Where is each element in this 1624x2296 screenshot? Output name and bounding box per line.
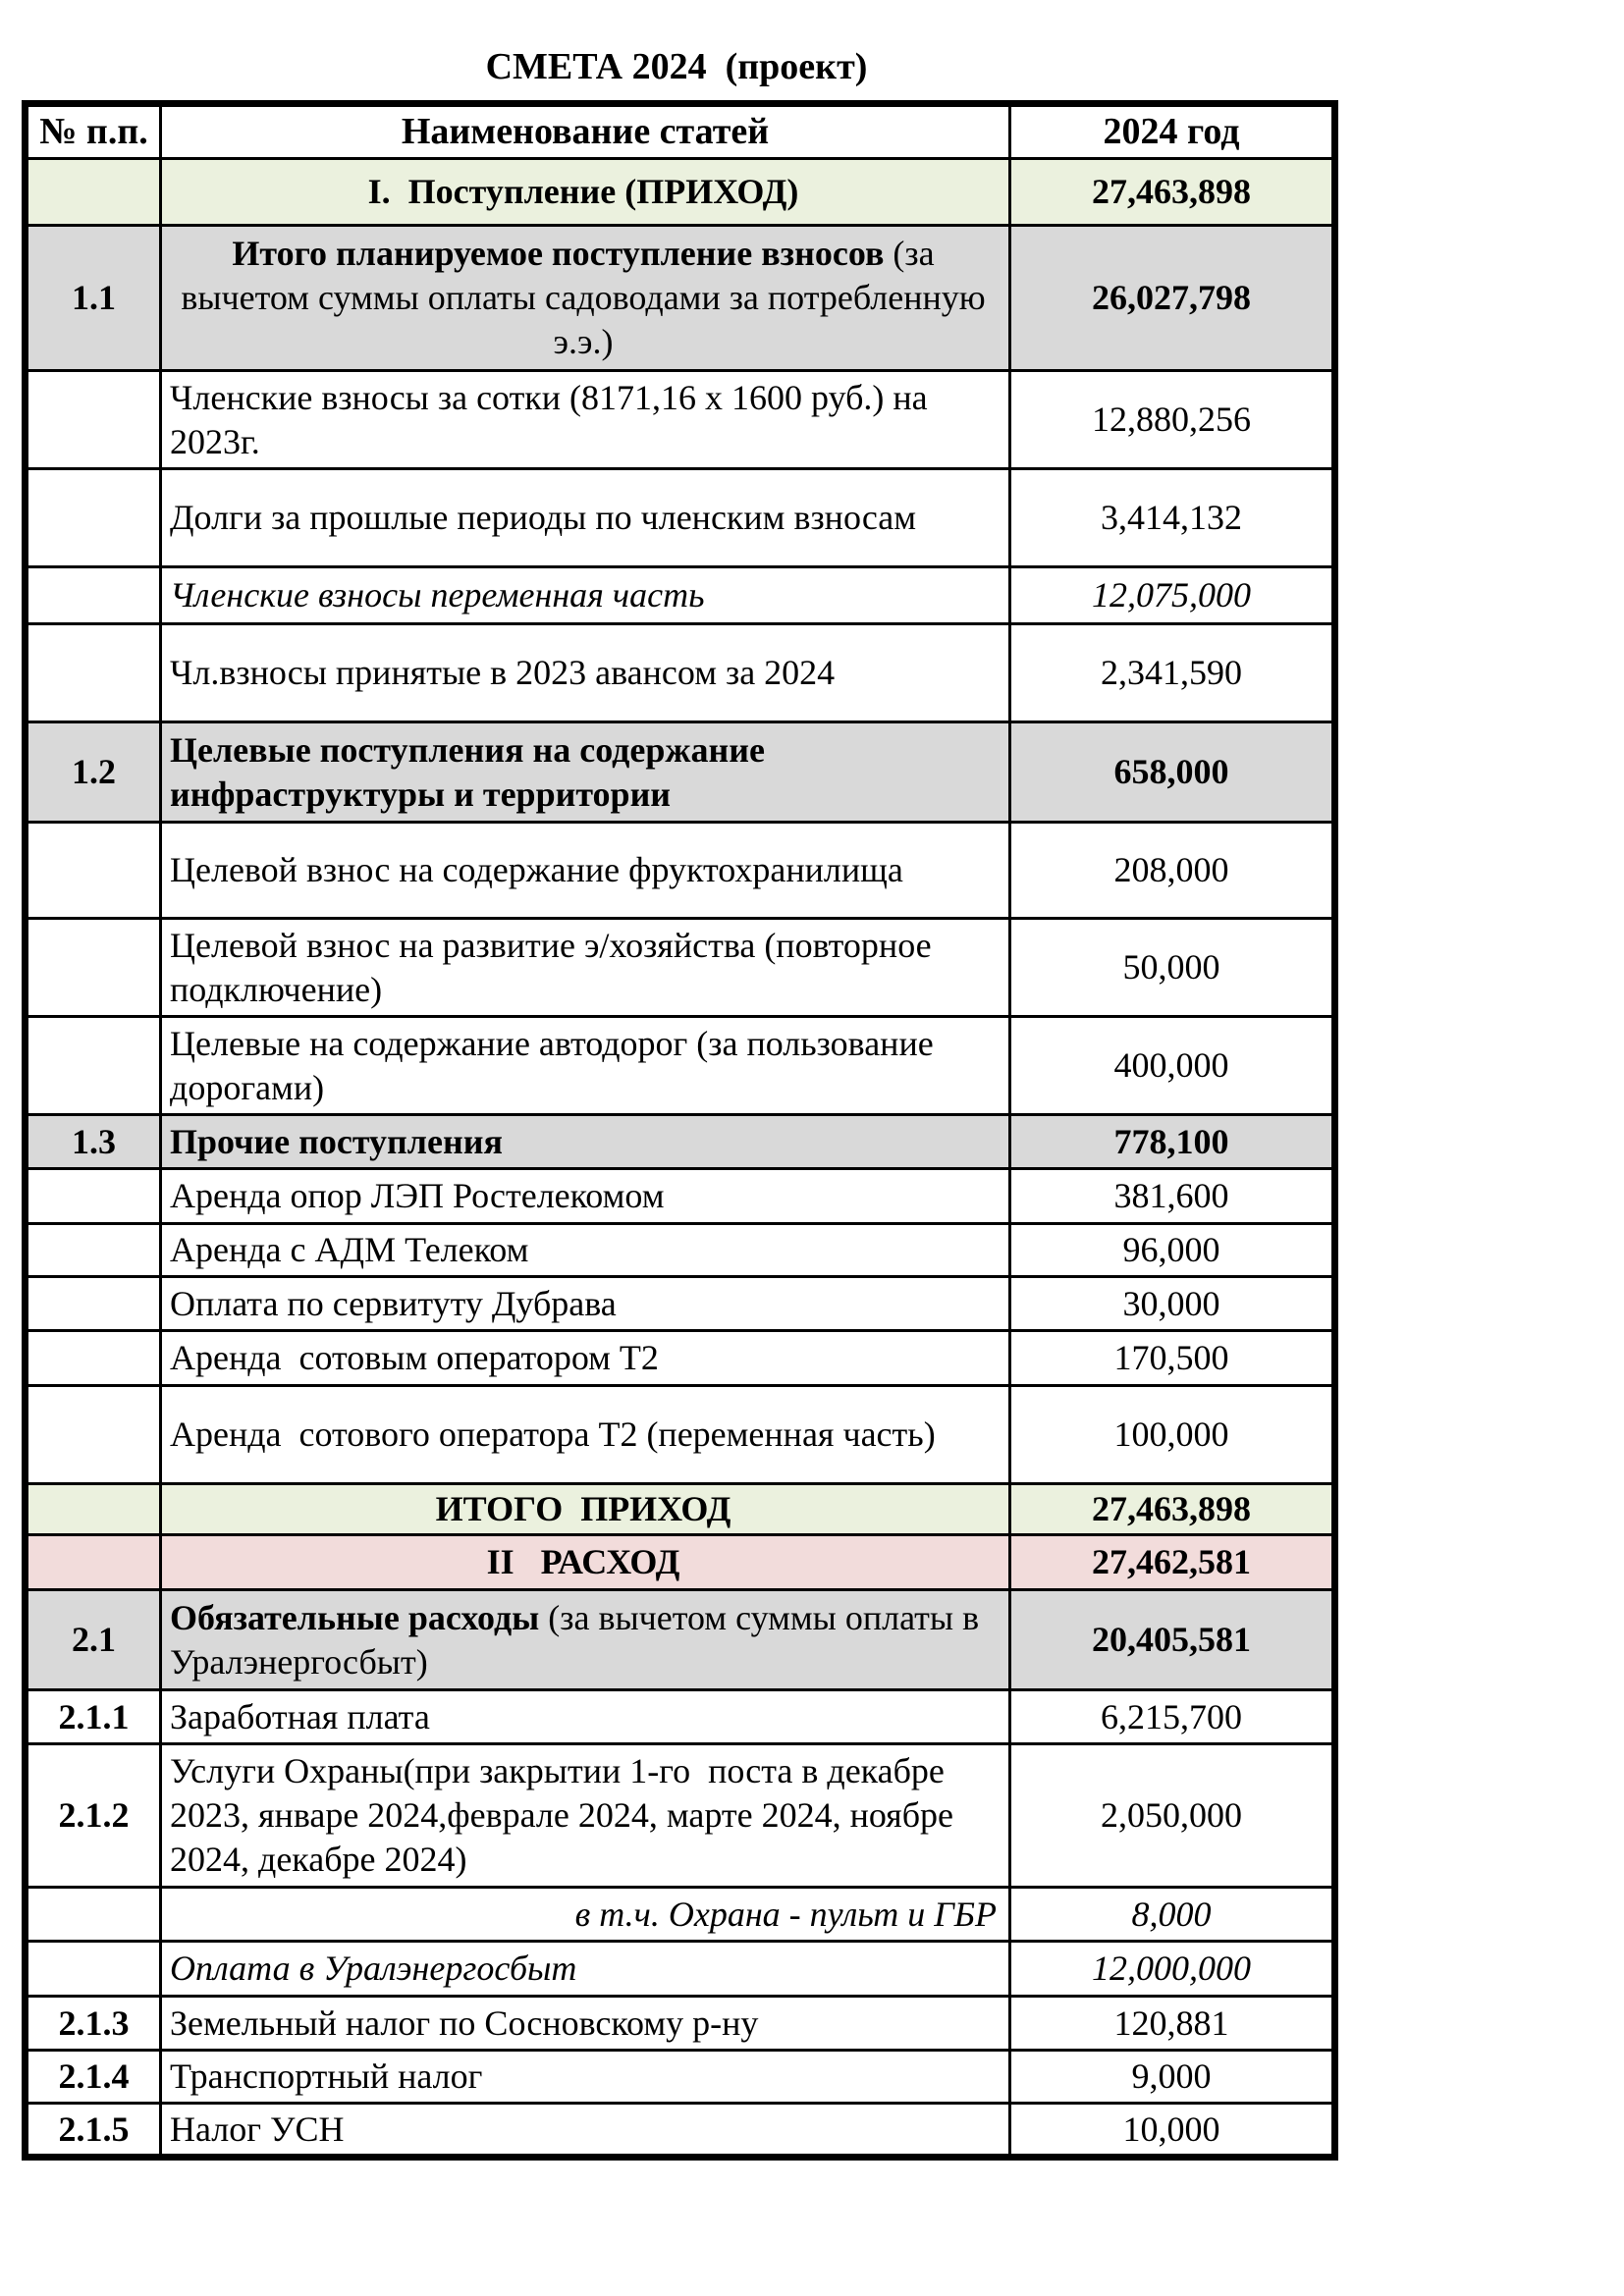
row-name-cell: Аренда сотовым оператором Т2 bbox=[161, 1331, 1010, 1386]
row-number-cell: 2.1.5 bbox=[26, 2104, 161, 2158]
table-row bbox=[26, 469, 1335, 567]
table-row bbox=[26, 1277, 1335, 1331]
row-value-cell: 12,880,256 bbox=[1010, 371, 1335, 469]
table-row bbox=[26, 1690, 1335, 1744]
table-row bbox=[26, 1386, 1335, 1484]
row-number-cell: 2.1.1 bbox=[26, 1690, 161, 1744]
row-value-cell: 96,000 bbox=[1010, 1224, 1335, 1277]
table-row bbox=[26, 1997, 1335, 2051]
page-title: СМЕТА 2024 (проект) bbox=[485, 46, 868, 87]
row-number-cell bbox=[26, 919, 161, 1017]
row-value-cell: 9,000 bbox=[1010, 2051, 1335, 2104]
row-name-cell: Аренда опор ЛЭП Ростелекомом bbox=[161, 1169, 1010, 1224]
col-header-name: Наименование статей bbox=[161, 103, 1010, 159]
row-value-cell: 26,027,798 bbox=[1010, 226, 1335, 371]
row-name-cell: в т.ч. Охрана - пульт и ГБР bbox=[161, 1888, 1010, 1942]
row-name-cell: Чл.взносы принятые в 2023 авансом за 2024 bbox=[161, 624, 1010, 722]
row-number-cell bbox=[26, 1169, 161, 1224]
table-row bbox=[26, 1017, 1335, 1115]
row-number-cell: 1.2 bbox=[26, 722, 161, 823]
row-name-cell: Целевые поступления на содержание инфраструктуры и территории bbox=[161, 722, 1010, 823]
row-name-cell: Земельный налог по Сосновскому р-ну bbox=[161, 1997, 1010, 2051]
row-name-cell: Заработная плата bbox=[161, 1690, 1010, 1744]
row-value-cell: 12,000,000 bbox=[1010, 1942, 1335, 1997]
table-row bbox=[26, 722, 1335, 823]
row-number-cell bbox=[26, 567, 161, 624]
table-row bbox=[26, 1744, 1335, 1888]
row-name-cell: Транспортный налог bbox=[161, 2051, 1010, 2104]
row-value-cell: 12,075,000 bbox=[1010, 567, 1335, 624]
row-value-cell: 2,050,000 bbox=[1010, 1744, 1335, 1888]
row-number-cell bbox=[26, 1888, 161, 1942]
table-row bbox=[26, 2051, 1335, 2104]
row-number-cell: 2.1.3 bbox=[26, 1997, 161, 2051]
row-number-cell bbox=[26, 1277, 161, 1331]
row-value-cell: 50,000 bbox=[1010, 919, 1335, 1017]
row-name-cell: I. Поступление (ПРИХОД) bbox=[161, 159, 1010, 226]
table-row bbox=[26, 226, 1335, 371]
col-header-year: 2024 год bbox=[1010, 103, 1335, 159]
table-row bbox=[26, 1169, 1335, 1224]
row-number-cell bbox=[26, 1224, 161, 1277]
table-row bbox=[26, 1942, 1335, 1997]
row-value-cell: 27,463,898 bbox=[1010, 1484, 1335, 1535]
col-header-num: № п.п. bbox=[26, 103, 161, 159]
row-name-cell: Налог УСН bbox=[161, 2104, 1010, 2158]
row-name-cell: Членские взносы переменная часть bbox=[161, 567, 1010, 624]
row-value-cell: 27,462,581 bbox=[1010, 1535, 1335, 1590]
row-name-cell: Долги за прошлые периоды по членским взносам bbox=[161, 469, 1010, 567]
row-name-cell: Аренда с АДМ Телеком bbox=[161, 1224, 1010, 1277]
row-number-cell bbox=[26, 159, 161, 226]
row-number-cell bbox=[26, 624, 161, 722]
table-row bbox=[26, 1484, 1335, 1535]
table-row bbox=[26, 159, 1335, 226]
row-value-cell: 27,463,898 bbox=[1010, 159, 1335, 226]
row-value-cell: 2,341,590 bbox=[1010, 624, 1335, 722]
row-name-cell bbox=[161, 226, 1010, 371]
row-name-cell: Целевой взнос на содержание фруктохранилища bbox=[161, 823, 1010, 919]
table-row bbox=[26, 823, 1335, 919]
row-value-cell: 10,000 bbox=[1010, 2104, 1335, 2158]
row-number-cell: 1.3 bbox=[26, 1115, 161, 1169]
row-name-regular-part: (за вычетом суммы оплаты садоводами за потребленную э.э.) bbox=[181, 234, 986, 362]
table-row bbox=[26, 1331, 1335, 1386]
row-name-cell: Аренда сотового оператора Т2 (переменная часть) bbox=[161, 1386, 1010, 1484]
row-name-bold-part: Обязательные расходы bbox=[170, 1597, 549, 1637]
row-number-cell bbox=[26, 1942, 161, 1997]
row-value-cell: 658,000 bbox=[1010, 722, 1335, 823]
budget-table bbox=[22, 100, 1338, 2162]
row-name-cell: Членские взносы за сотки (8171,16 х 1600 руб.) на 2023г. bbox=[161, 371, 1010, 469]
row-value-cell: 100,000 bbox=[1010, 1386, 1335, 1484]
row-value-cell: 778,100 bbox=[1010, 1115, 1335, 1169]
row-name-cell: Оплата по сервитуту Дубрава bbox=[161, 1277, 1010, 1331]
table-row bbox=[26, 567, 1335, 624]
row-name-cell: ИТОГО ПРИХОД bbox=[161, 1484, 1010, 1535]
row-number-cell bbox=[26, 823, 161, 919]
row-number-cell bbox=[26, 1535, 161, 1590]
row-number-cell bbox=[26, 371, 161, 469]
row-value-cell: 208,000 bbox=[1010, 823, 1335, 919]
row-name-cell: II РАСХОД bbox=[161, 1535, 1010, 1590]
row-name-cell: Целевой взнос на развитие э/хозяйства (повторное подключение) bbox=[161, 919, 1010, 1017]
row-name-cell bbox=[161, 1590, 1010, 1690]
row-number-cell: 1.1 bbox=[26, 226, 161, 371]
table-row bbox=[26, 919, 1335, 1017]
row-value-cell: 8,000 bbox=[1010, 1888, 1335, 1942]
table-row bbox=[26, 1590, 1335, 1690]
row-name-cell: Оплата в Уралэнергосбыт bbox=[161, 1942, 1010, 1997]
row-number-cell bbox=[26, 1017, 161, 1115]
row-number-cell: 2.1 bbox=[26, 1590, 161, 1690]
row-number-cell bbox=[26, 1484, 161, 1535]
row-value-cell: 30,000 bbox=[1010, 1277, 1335, 1331]
table-row bbox=[26, 1888, 1335, 1942]
table-row bbox=[26, 624, 1335, 722]
row-number-cell: 2.1.2 bbox=[26, 1744, 161, 1888]
table-row bbox=[26, 2104, 1335, 2158]
table-row bbox=[26, 371, 1335, 469]
row-name-cell: Прочие поступления bbox=[161, 1115, 1010, 1169]
row-value-cell: 170,500 bbox=[1010, 1331, 1335, 1386]
table-header-row bbox=[26, 103, 1335, 159]
row-value-cell: 120,881 bbox=[1010, 1997, 1335, 2051]
row-name-regular-part: (за вычетом суммы оплаты в Уралэнергосбыт) bbox=[170, 1597, 980, 1682]
row-value-cell: 3,414,132 bbox=[1010, 469, 1335, 567]
table-row bbox=[26, 1224, 1335, 1277]
row-name-cell: Целевые на содержание автодорог (за пользование дорогами) bbox=[161, 1017, 1010, 1115]
row-number-cell bbox=[26, 1386, 161, 1484]
row-value-cell: 381,600 bbox=[1010, 1169, 1335, 1224]
row-number-cell bbox=[26, 1331, 161, 1386]
row-number-cell: 2.1.4 bbox=[26, 2051, 161, 2104]
row-value-cell: 400,000 bbox=[1010, 1017, 1335, 1115]
table-row bbox=[26, 1115, 1335, 1169]
row-number-cell bbox=[26, 469, 161, 567]
row-value-cell: 20,405,581 bbox=[1010, 1590, 1335, 1690]
row-name-bold-part: Итого планируемое поступление взносов bbox=[232, 234, 885, 274]
row-name-cell: Услуги Охраны(при закрытии 1-го поста в декабре 2023, январе 2024,феврале 2024, марте 2024, ноябре 2024, декабре 2024) bbox=[161, 1744, 1010, 1888]
row-value-cell: 6,215,700 bbox=[1010, 1690, 1335, 1744]
table-row bbox=[26, 1535, 1335, 1590]
